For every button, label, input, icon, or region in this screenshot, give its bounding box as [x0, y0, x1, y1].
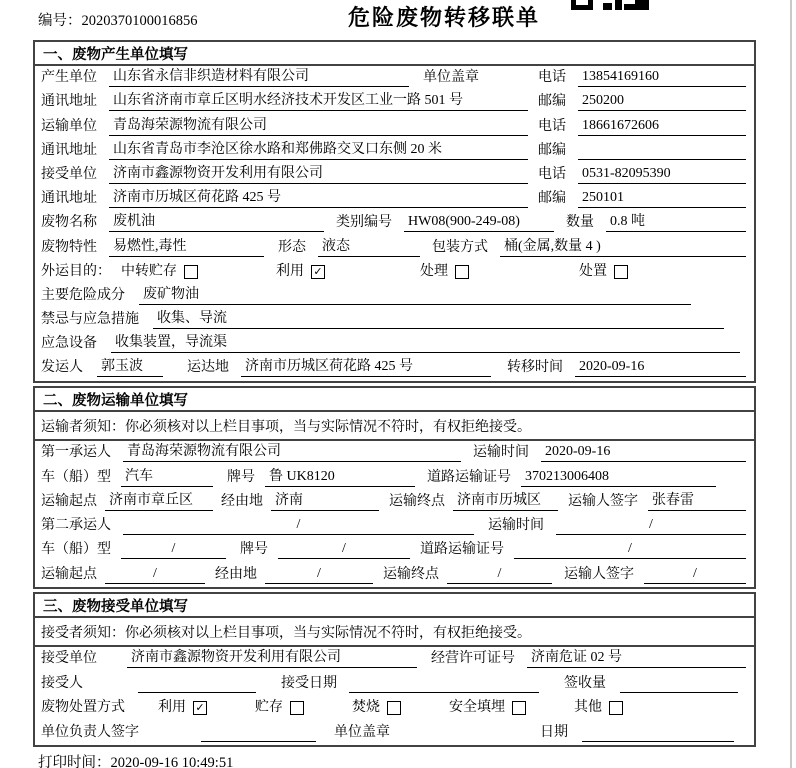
form-label: 形态	[278, 239, 306, 255]
vehicle-type1-value: 汽车	[121, 468, 213, 487]
consignor-value: 郭玉波	[97, 358, 163, 377]
receiver-zip-group	[538, 189, 746, 208]
disposal-landfill-label: 安全填埋	[449, 700, 505, 716]
disposal-utilize-label: 利用	[158, 700, 186, 716]
row-transfer-purpose	[35, 260, 754, 284]
plate2-value: /	[278, 540, 410, 559]
purpose-transit-storage-label: 中转贮存	[121, 263, 177, 279]
disposal-landfill-checkbox	[512, 701, 526, 715]
category-code-label: 类别编号	[336, 215, 392, 231]
transporter-phone-label: 电话	[538, 118, 566, 134]
purpose-treat-label: 处理	[420, 263, 448, 279]
transporter-zip-value	[578, 143, 746, 160]
destination-value: 济南市历城区荷花路 425 号	[241, 358, 491, 377]
leader-signature-label: 单位负责人签字	[41, 724, 139, 740]
row-producer-unit	[35, 66, 754, 90]
purpose-utilize-checkbox: ✓	[311, 265, 325, 279]
receiver-phone-label: 电话	[538, 166, 566, 182]
recipient-label: 接受人	[41, 675, 83, 691]
transfer-purpose-label: 外运目的：	[41, 263, 111, 279]
plate1-value: 鲁 UK8120	[265, 468, 415, 487]
hazard-component-value: 废矿物油	[139, 286, 691, 305]
transport-time2-label: 运输时间	[488, 518, 544, 534]
vehicle-type1-label: 车（船）型	[41, 469, 111, 485]
accepting-unit-value: 济南市鑫源物资开发利用有限公司	[127, 649, 417, 668]
road-license2-label: 道路运输证号	[420, 542, 504, 558]
transporter-notice: 运输者须知：你必须核对以上栏目事项，当与实际情况不符时，有权拒绝接受。	[35, 412, 754, 441]
purpose-dispose-label: 处置	[579, 263, 607, 279]
waste-name-label: 废物名称	[41, 215, 97, 231]
row-consignor	[35, 356, 754, 380]
print-time-label: 打印时间：	[38, 755, 111, 768]
producer-address-value: 山东省济南市章丘区明水经济技术开发区工业一路 501 号	[109, 92, 528, 111]
date2-value	[582, 725, 734, 742]
disposal-option-utilize	[158, 699, 207, 717]
via2-value: /	[265, 565, 373, 584]
sign2-value: /	[644, 565, 746, 584]
row-producer-address	[35, 90, 754, 114]
purpose-option-transit-storage	[121, 263, 198, 281]
receiver-phone-group	[538, 165, 746, 184]
doc-number-label: 编号：	[38, 13, 82, 29]
emergency-equipment-value: 收集装置，导流渠	[111, 334, 740, 353]
via2-label: 经由地	[215, 566, 257, 582]
section-producer-title: 一、废物产生单位填写	[35, 42, 754, 66]
receiver-unit-value: 济南市鑫源物资开发利用有限公司	[109, 165, 528, 184]
form-value: 液态	[318, 238, 420, 257]
print-time	[38, 751, 233, 768]
purpose-treat-checkbox	[455, 265, 469, 279]
section-transporter	[33, 386, 756, 589]
disposal-option-storage	[255, 699, 304, 717]
date2-label: 日期	[540, 724, 568, 740]
producer-address-label: 通讯地址	[41, 94, 97, 110]
receiver-address-value: 济南市历城区荷花路 425 号	[109, 189, 528, 208]
taboo-measures-value: 收集、导流	[153, 310, 724, 329]
producer-phone-label: 电话	[538, 70, 566, 86]
receiver-unit-label: 接受单位	[41, 166, 97, 182]
disposal-utilize-checkbox: ✓	[193, 701, 207, 715]
section-receiver	[33, 592, 756, 747]
waste-character-value: 易燃性,毒性	[109, 238, 264, 257]
producer-zip-label: 邮编	[538, 94, 566, 110]
accept-date-label: 接受日期	[281, 675, 337, 691]
plate2-label: 牌号	[240, 542, 268, 558]
receiver-address-label: 通讯地址	[41, 191, 97, 207]
transporter-unit-label: 运输单位	[41, 118, 97, 134]
hazard-component-label: 主要危险成分	[41, 287, 125, 303]
transporter-zip-label: 邮编	[538, 142, 566, 158]
section-producer	[33, 40, 756, 383]
first-carrier-label: 第一承运人	[41, 445, 111, 461]
row-vehicle2	[35, 538, 754, 562]
origin1-label: 运输起点	[41, 493, 97, 509]
transporter-unit-value: 青岛海荣源物流有限公司	[109, 117, 528, 136]
row-vehicle1	[35, 465, 754, 489]
taboo-measures-label: 禁忌与应急措施	[41, 312, 139, 328]
quantity-value: 0.8 吨	[606, 213, 746, 232]
disposal-method-label: 废物处置方式	[41, 700, 125, 716]
end2-label: 运输终点	[383, 566, 439, 582]
purpose-utilize-label: 利用	[276, 263, 304, 279]
purpose-dispose-checkbox	[614, 265, 628, 279]
purpose-option-dispose	[579, 263, 628, 281]
row-first-carrier	[35, 441, 754, 465]
row-transporter-unit	[35, 114, 754, 138]
producer-zip-group	[538, 92, 746, 111]
disposal-option-incinerate	[352, 699, 401, 717]
row-recipient	[35, 671, 754, 695]
page-edge-line	[790, 0, 792, 768]
end2-value: /	[447, 565, 552, 584]
row-waste-name	[35, 211, 754, 235]
origin2-value: /	[105, 565, 205, 584]
destination-label: 运达地	[187, 360, 229, 376]
signed-amount-label: 签收量	[564, 675, 606, 691]
consignor-label: 发运人	[41, 360, 83, 376]
receiver-phone-value: 0531-82095390	[578, 165, 746, 184]
sign2-label: 运输人签字	[564, 566, 634, 582]
plate1-label: 牌号	[227, 469, 255, 485]
waste-character-label: 废物特性	[41, 239, 97, 255]
second-carrier-value: /	[123, 516, 474, 535]
end1-value: 济南市历城区	[453, 492, 558, 511]
print-time-value: 2020-09-16 10:49:51	[110, 755, 234, 768]
section-transporter-title: 二、废物运输单位填写	[35, 388, 754, 412]
row-emergency-equipment	[35, 332, 754, 356]
producer-phone-group	[538, 68, 746, 87]
origin2-label: 运输起点	[41, 566, 97, 582]
transporter-address-value: 山东省青岛市李沧区徐水路和郑佛路交叉口东侧 20 米	[109, 141, 528, 160]
disposal-other-label: 其他	[574, 700, 602, 716]
producer-unit-label: 产生单位	[41, 70, 97, 86]
quantity-label: 数量	[566, 215, 594, 231]
doc-number-value: 2020370100016856	[81, 13, 198, 29]
waste-name-value: 废机油	[109, 213, 324, 232]
row-hazard-component	[35, 284, 754, 308]
signed-amount-value	[620, 676, 738, 693]
accepting-unit-label: 接受单位	[41, 651, 97, 667]
transfer-time-label: 转移时间	[507, 360, 563, 376]
row-accepting-unit	[35, 647, 754, 671]
end1-label: 运输终点	[389, 493, 445, 509]
recipient-value	[138, 676, 256, 693]
disposal-other-checkbox	[609, 701, 623, 715]
via1-value: 济南	[271, 492, 379, 511]
via1-label: 经由地	[221, 493, 263, 509]
disposal-storage-label: 贮存	[255, 700, 283, 716]
sign1-value: 张春雷	[648, 492, 746, 511]
disposal-incinerate-checkbox	[387, 701, 401, 715]
packing-label: 包装方式	[432, 239, 488, 255]
vehicle-type2-value: /	[121, 540, 226, 559]
accept-date-value	[349, 676, 539, 693]
row-disposal-method	[35, 696, 754, 720]
first-carrier-value: 青岛海荣源物流有限公司	[123, 443, 461, 462]
transport-time2-value: /	[556, 516, 746, 535]
packing-value: 桶(金属,数量 4 )	[500, 238, 746, 257]
purpose-option-utilize	[276, 263, 325, 281]
disposal-incinerate-label: 焚烧	[352, 700, 380, 716]
category-code-value: HW08(900-249-08)	[404, 213, 554, 232]
disposal-option-other	[574, 699, 623, 717]
permit-label: 经营许可证号	[431, 651, 515, 667]
disposal-option-landfill	[449, 699, 526, 717]
section-receiver-title: 三、废物接受单位填写	[35, 594, 754, 618]
receiver-seal-label: 单位盖章	[334, 724, 390, 740]
road-license2-value: /	[514, 540, 746, 559]
row-transporter-address	[35, 139, 754, 163]
row-receiver-unit	[35, 163, 754, 187]
vehicle-type2-label: 车（船）型	[41, 542, 111, 558]
producer-unit-value: 山东省永信非织造材料有限公司	[109, 68, 409, 87]
disposal-storage-checkbox	[290, 701, 304, 715]
row-taboo-measures	[35, 308, 754, 332]
qr-code-fragment	[571, 0, 649, 10]
row-second-carrier	[35, 514, 754, 538]
transporter-zip-group	[538, 142, 746, 160]
receiver-notice: 接受者须知：你必须核对以上栏目事项，当与实际情况不符时，有权拒绝接受。	[35, 618, 754, 647]
transporter-phone-group	[538, 117, 746, 136]
producer-phone-value: 13854169160	[578, 68, 746, 87]
transporter-phone-value: 18661672606	[578, 117, 746, 136]
origin1-value: 济南市章丘区	[105, 492, 213, 511]
leader-signature-value	[201, 725, 316, 742]
row-route1	[35, 490, 754, 514]
sign1-label: 运输人签字	[568, 493, 638, 509]
receiver-zip-value: 250101	[578, 189, 746, 208]
row-receiver-address	[35, 187, 754, 211]
second-carrier-label: 第二承运人	[41, 518, 111, 534]
page-title: 危险废物转移联单	[347, 5, 540, 30]
transport-time1-label: 运输时间	[473, 445, 529, 461]
row-leader-signature	[35, 720, 754, 744]
producer-zip-value: 250200	[578, 92, 746, 111]
transport-time1-value: 2020-09-16	[541, 443, 746, 462]
purpose-transit-storage-checkbox	[184, 265, 198, 279]
receiver-zip-label: 邮编	[538, 191, 566, 207]
row-waste-character	[35, 235, 754, 259]
emergency-equipment-label: 应急设备	[41, 336, 97, 352]
purpose-option-treat	[420, 263, 469, 281]
transfer-time-value: 2020-09-16	[575, 358, 746, 377]
transporter-address-label: 通讯地址	[41, 142, 97, 158]
permit-value: 济南危证 02 号	[527, 649, 746, 668]
producer-seal-label: 单位盖章	[423, 70, 479, 86]
road-license1-label: 道路运输证号	[427, 469, 511, 485]
road-license1-value: 370213006408	[521, 468, 716, 487]
row-route2	[35, 562, 754, 586]
